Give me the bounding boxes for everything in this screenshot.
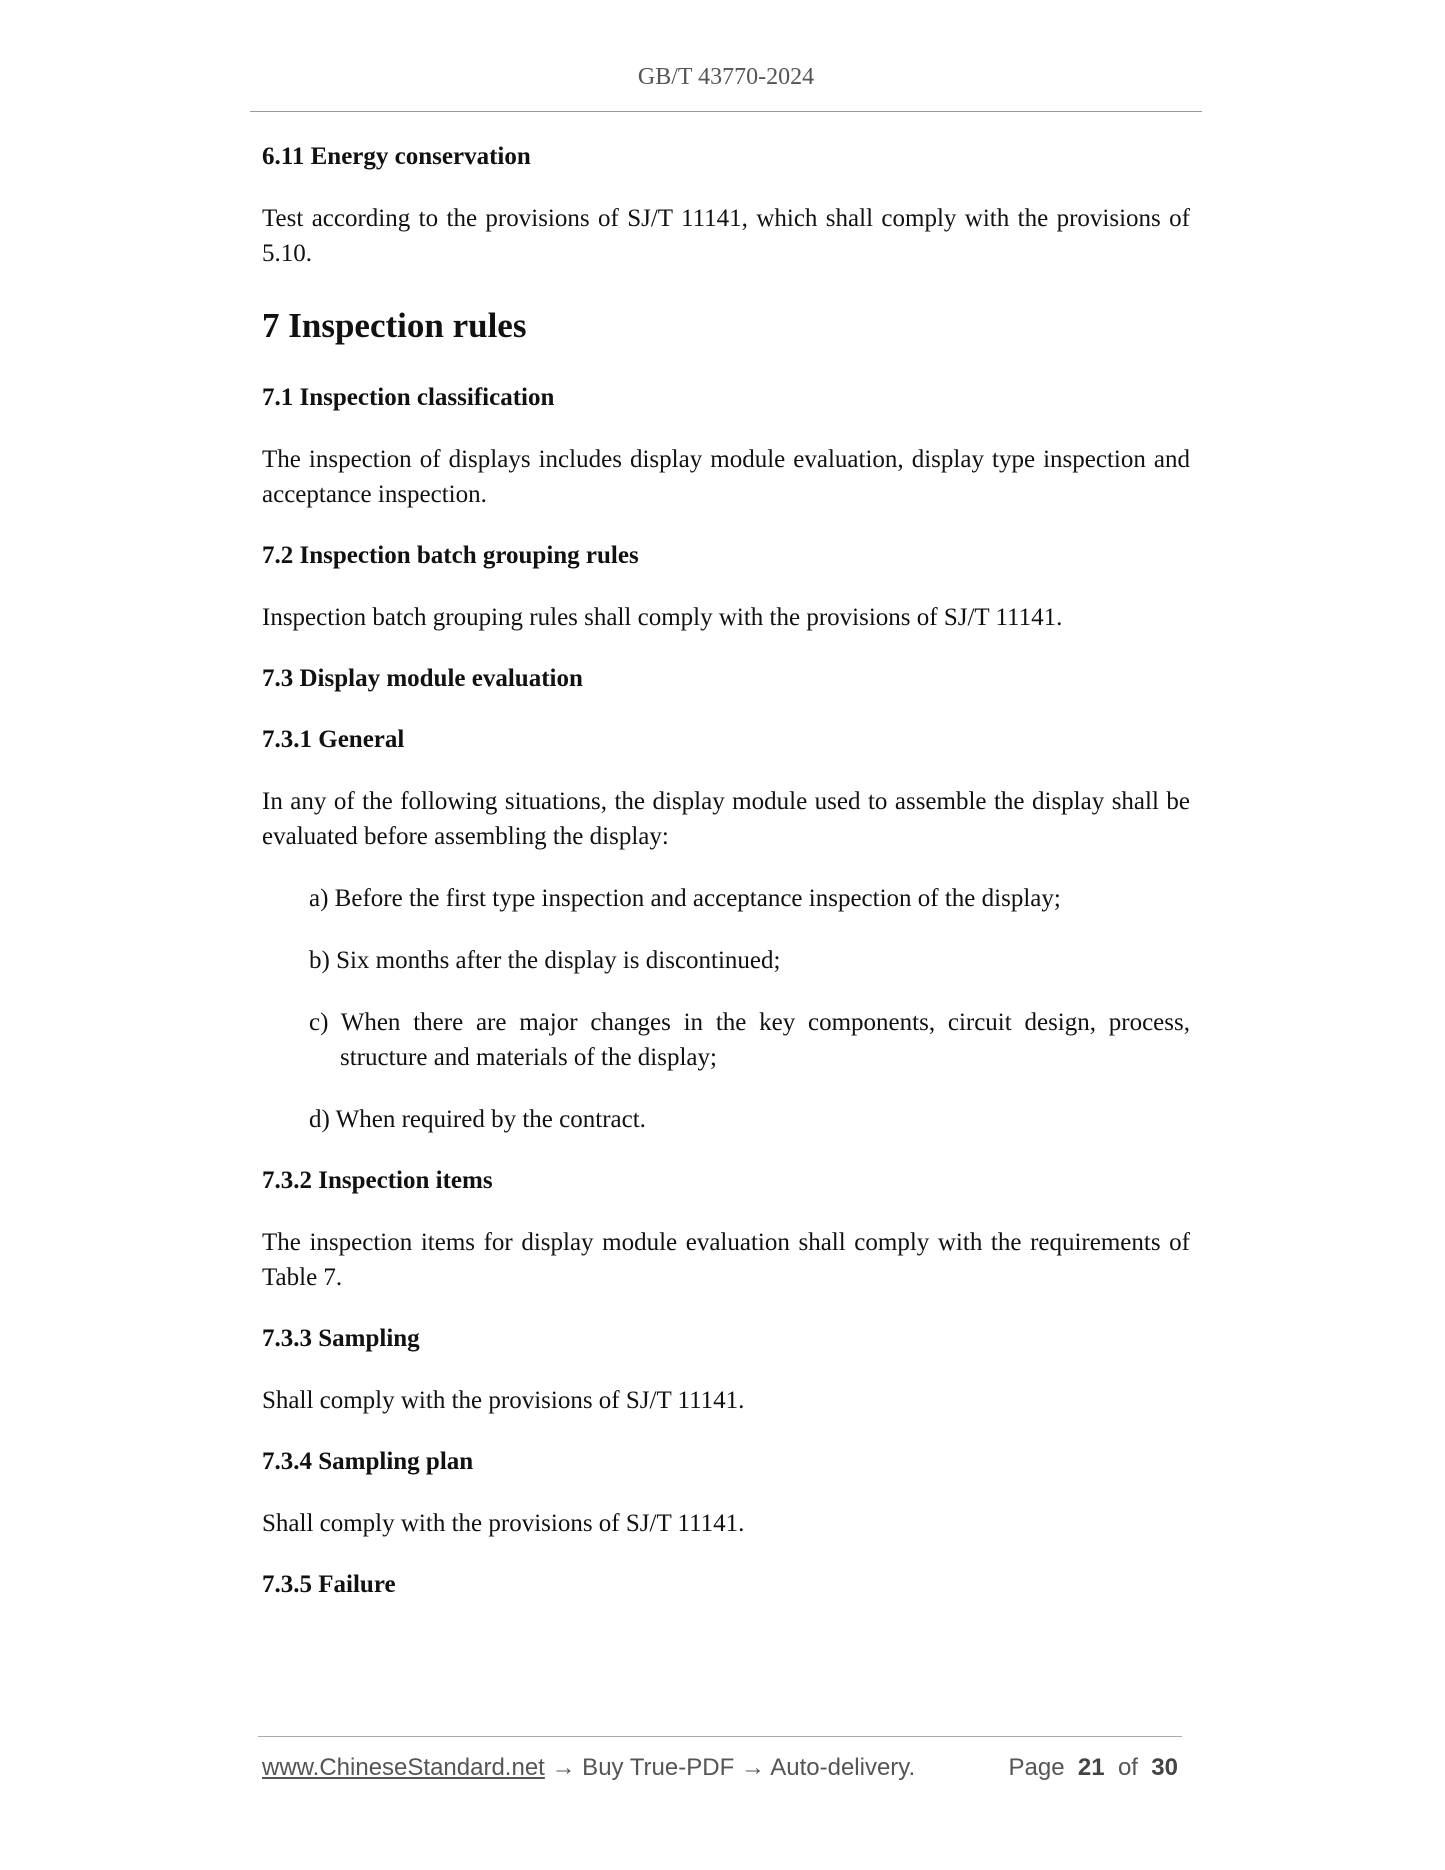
document-number-header: GB/T 43770-2024 — [637, 64, 815, 90]
page-indicator — [1008, 1752, 1178, 1784]
heading-7: 7 Inspection rules — [262, 306, 527, 345]
paragraph-7-3-4: Shall comply with the provisions of SJ/T 11141. — [262, 1510, 745, 1537]
of-label: of — [1117, 1754, 1138, 1781]
paragraph-7-3-3: Shall comply with the provisions of SJ/T 11141. — [262, 1387, 745, 1414]
heading-7-3-1: 7.3.1 General — [262, 726, 405, 753]
heading-7-3-4: 7.3.4 Sampling plan — [262, 1448, 474, 1475]
paragraph-6-11: Test according to the provisions of SJ/T 11141, which shall comply with the provisions of 5.10. — [262, 205, 1190, 267]
current-page-number: 21 — [1077, 1754, 1105, 1781]
heading-6-11: 6.11 Energy conservation — [262, 143, 531, 170]
footer-promo — [262, 1752, 915, 1784]
heading-7-3-3: 7.3.3 Sampling — [262, 1325, 420, 1352]
paragraph-7-3-2: The inspection items for display module evaluation shall comply with the requirements of Table 7. — [262, 1229, 1190, 1291]
header-divider — [250, 111, 1202, 112]
heading-7-3-5: 7.3.5 Failure — [262, 1571, 396, 1598]
paragraph-7-1: The inspection of displays includes display module evaluation, display type inspection and acceptance inspection. — [262, 446, 1190, 508]
website-link[interactable]: www.ChineseStandard.net — [262, 1754, 545, 1781]
footer-tagline: → Buy True-PDF → Auto-delivery. — [551, 1754, 916, 1781]
page-label: Page — [1008, 1754, 1065, 1781]
list-item — [262, 1102, 1190, 1137]
list-item-text: b) Six months after the display is discontinued; — [309, 947, 781, 974]
list-item — [262, 943, 1190, 978]
heading-7-2: 7.2 Inspection batch grouping rules — [262, 542, 639, 569]
list-item — [262, 1005, 1190, 1075]
list-item — [262, 881, 1190, 916]
footer-divider — [258, 1736, 1182, 1737]
list-item-text: c) When there are major changes in the key components, circuit design, process, structure and materials of the display; — [309, 1009, 1190, 1071]
heading-7-1: 7.1 Inspection classification — [262, 384, 555, 411]
page-content — [262, 140, 1190, 1602]
total-pages-number: 30 — [1151, 1754, 1178, 1781]
paragraph-7-3-1: In any of the following situations, the display module used to assemble the display shall be evaluated before assembling the display: — [262, 788, 1190, 850]
heading-7-3: 7.3 Display module evaluation — [262, 665, 583, 692]
heading-7-3-2: 7.3.2 Inspection items — [262, 1167, 493, 1194]
list-item-text: a) Before the first type inspection and acceptance inspection of the display; — [309, 885, 1061, 912]
paragraph-7-2: Inspection batch grouping rules shall comply with the provisions of SJ/T 11141. — [262, 604, 1063, 631]
list-item-text: d) When required by the contract. — [309, 1106, 646, 1133]
